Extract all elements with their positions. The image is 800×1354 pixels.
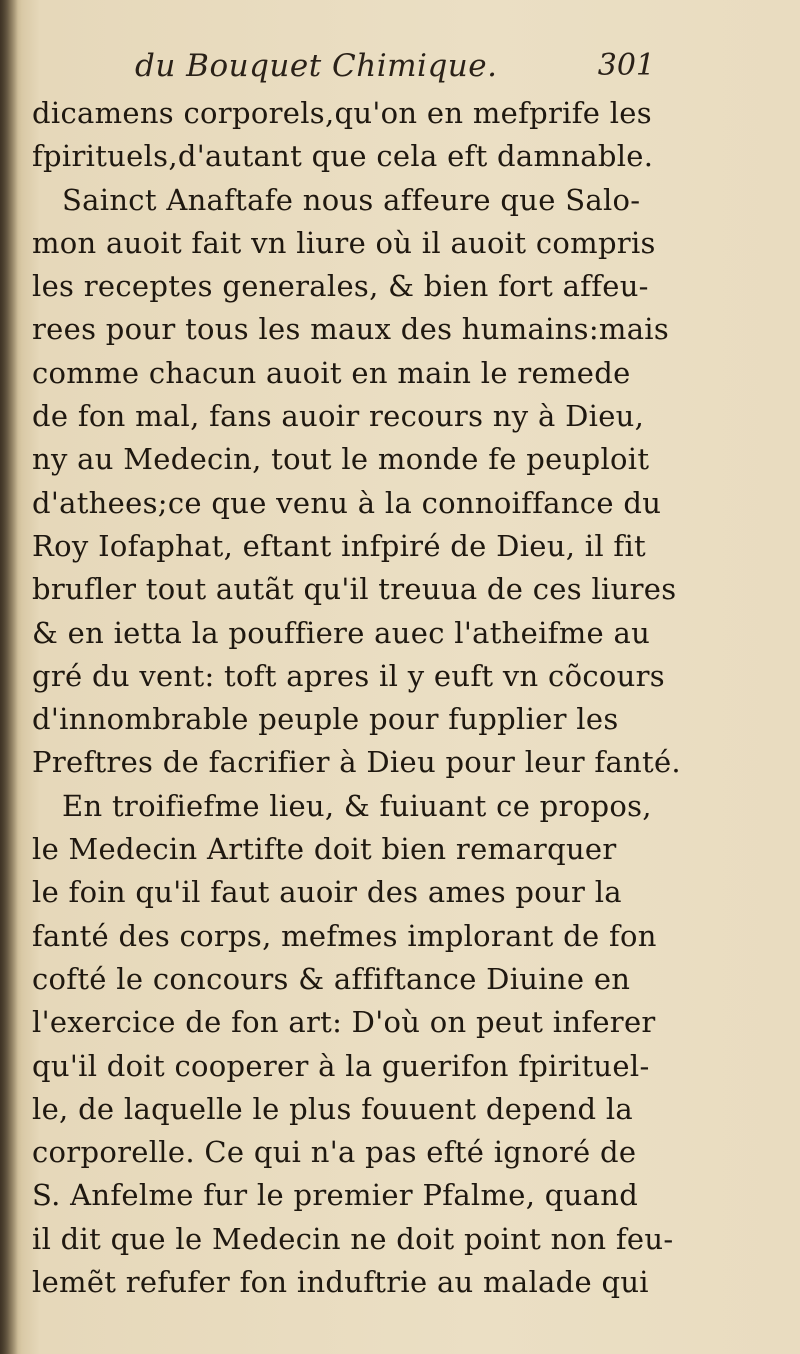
- text-line: En troifiefme lieu, & fuiuant ce propos,: [62, 788, 652, 823]
- page-number: 301: [597, 48, 655, 83]
- text-line: Sainct Anaftafe nous affeure que Salo-: [62, 182, 641, 217]
- text-line: comme chacun auoit en main le remede: [32, 355, 631, 390]
- text-line: dicamens corporels,qu'on en mefprife les: [32, 96, 652, 130]
- text-line: lemẽt refufer fon induftrie au malade qui: [32, 1265, 649, 1300]
- body-text: [32, 92, 681, 1304]
- text-line: d'innombrable peuple pour fupplier les: [32, 702, 619, 737]
- text-line: il dit que le Medecin ne doit point non feu-: [32, 1221, 674, 1256]
- text-line: gré du vent: toft apres il y euft vn cõcours: [32, 658, 665, 693]
- text-line: corporelle. Ce qui n'a pas efté ignoré de: [32, 1135, 637, 1170]
- text-line: le, de laquelle le plus fouuent depend la: [32, 1091, 634, 1126]
- text-line: Preftres de facrifier à Dieu pour leur fanté.: [32, 745, 681, 780]
- text-line: de fon mal, fans auoir recours ny à Dieu,: [32, 399, 645, 434]
- text-line: qu'il doit cooperer à la guerifon fpirituel-: [32, 1048, 650, 1083]
- text-line: le foin qu'il faut auoir des ames pour la: [32, 875, 622, 910]
- text-line: cofté le concours & affiftance Diuine en: [32, 961, 631, 996]
- text-line: d'athees;ce que venu à la connoiffance du: [32, 485, 662, 520]
- text-line: les receptes generales, & bien fort affeu-: [32, 269, 649, 304]
- text-line: & en ietta la pouffiere auec l'atheifme au: [32, 615, 651, 650]
- text-line: brufler tout autãt qu'il treuua de ces liures: [32, 572, 677, 607]
- text-line: le Medecin Artifte doit bien remarquer: [32, 832, 617, 867]
- text-line: fpirituels,d'autant que cela eft damnable.: [32, 139, 654, 174]
- text-line: mon auoit fait vn liure où il auoit compris: [32, 225, 656, 260]
- text-line: Roy Iofaphat, eftant infpiré de Dieu, il fit: [32, 528, 646, 563]
- text-line: l'exercice de fon art: D'où on peut inferer: [32, 1005, 656, 1040]
- text-line: fanté des corps, mefmes implorant de fon: [32, 918, 657, 953]
- running-title: du Bouquet Chimique.: [135, 48, 498, 84]
- page-header: [130, 38, 670, 88]
- binding-gutter: [0, 0, 18, 1354]
- text-line: rees pour tous les maux des humains:mais: [32, 312, 670, 347]
- text-line: ny au Medecin, tout le monde fe peuploit: [32, 442, 650, 477]
- text-line: S. Anfelme fur le premier Pfalme, quand: [32, 1178, 639, 1213]
